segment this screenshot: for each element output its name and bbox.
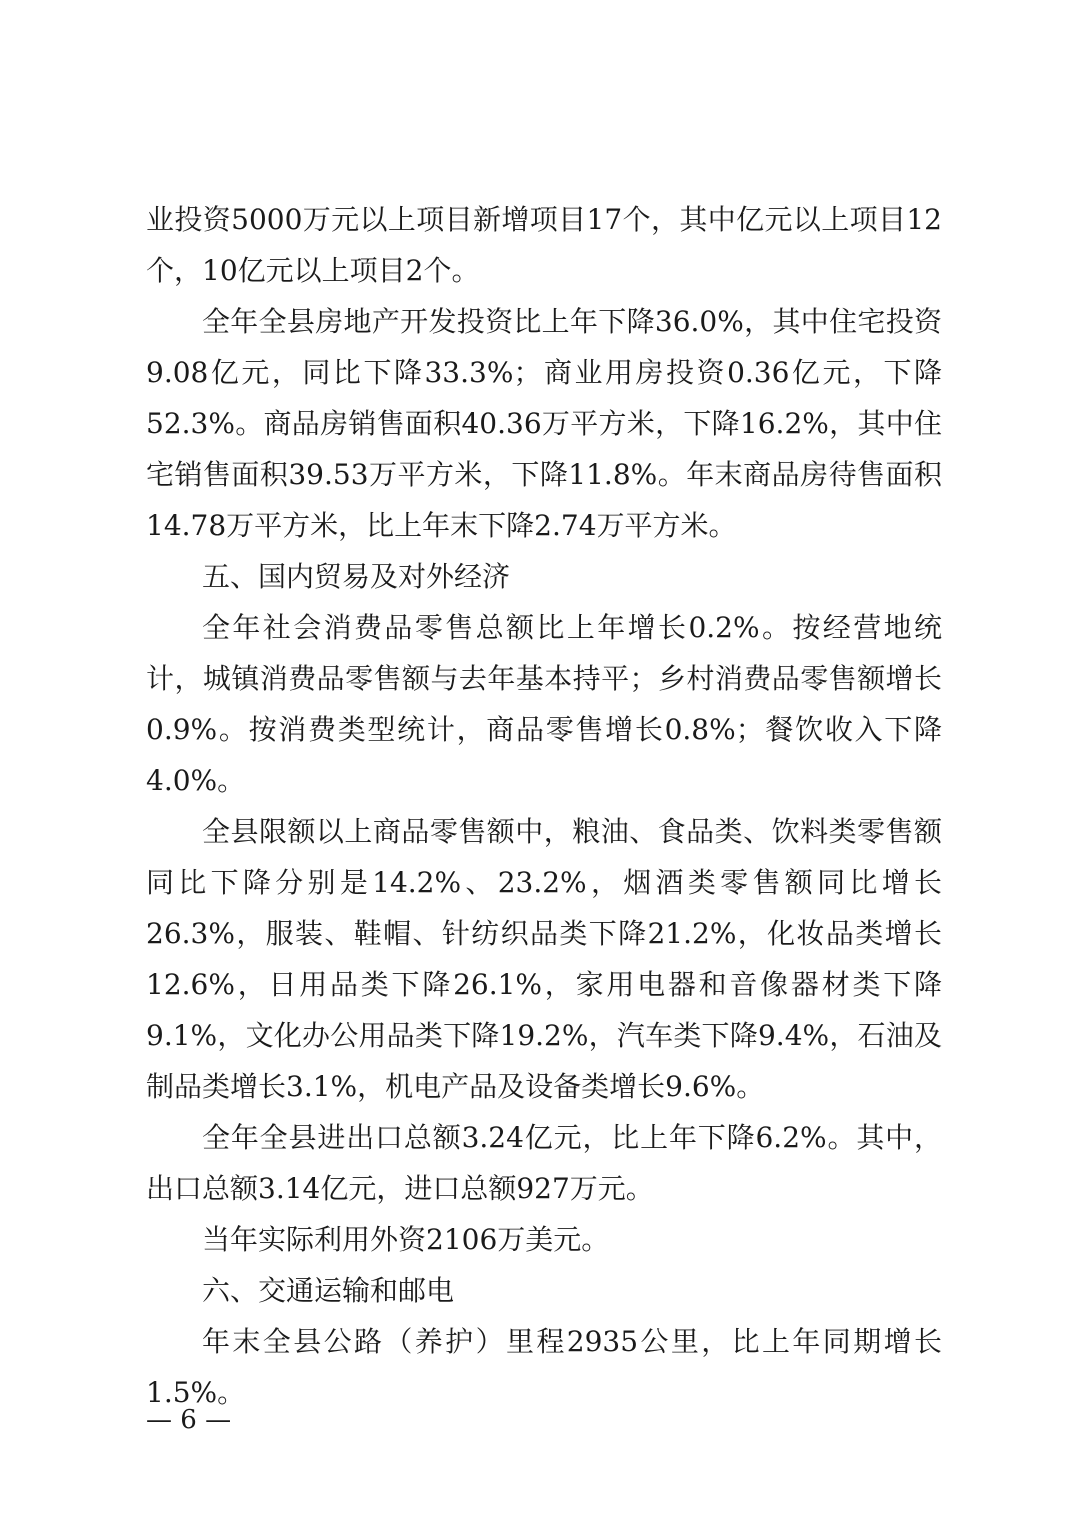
paragraph-import-export: 全年全县进出口总额3.24亿元，比上年下降6.2%。其中，出口总额3.14亿元，进口总额927万元。 <box>146 1121 942 1205</box>
paragraph-retail-sales: 全年社会消费品零售总额比上年增长0.2%。按经营地统计，城镇消费品零售额与去年基本持平；乡村消费品零售额增长0.9%。按消费类型统计，商品零售增长0.8%；餐饮收入下降4.0%。 <box>146 611 942 797</box>
paragraph-foreign-investment: 当年实际利用外资2106万美元。 <box>202 1223 610 1256</box>
section-heading-trade: 五、国内贸易及对外经济 <box>202 560 511 593</box>
section-heading-transport: 六、交通运输和邮电 <box>202 1274 455 1307</box>
paragraph-investment-projects: 业投资5000万元以上项目新增项目17个，其中亿元以上项目12个，10亿元以上项目2个。 <box>146 203 942 287</box>
page-number: — 6 — <box>146 1405 232 1435</box>
document-body <box>146 194 942 1418</box>
paragraph-highway-mileage: 年末全县公路（养护）里程2935公里，比上年同期增长1.5%。 <box>146 1325 942 1409</box>
paragraph-real-estate: 全年全县房地产开发投资比上年下降36.0%，其中住宅投资9.08亿元，同比下降33.3%；商业用房投资0.36亿元，下降52.3%。商品房销售面积40.36万平方米，下降16.2%，其中住宅销售面积39.53万平方米，下降11.8%。年末商品房待售面积14.78万平方米，比上年末下降2.74万平方米。 <box>146 305 942 542</box>
paragraph-retail-categories: 全县限额以上商品零售额中，粮油、食品类、饮料类零售额同比下降分别是14.2%、23.2%，烟酒类零售额同比增长26.3%，服装、鞋帽、针纺织品类下降21.2%，化妆品类增长12.6%，日用品类下降26.1%，家用电器和音像器材类下降9.1%，文化办公用品类下降19.2%，汽车类下降9.4%，石油及制品类增长3.1%，机电产品及设备类增长9.6%。 <box>146 815 942 1103</box>
